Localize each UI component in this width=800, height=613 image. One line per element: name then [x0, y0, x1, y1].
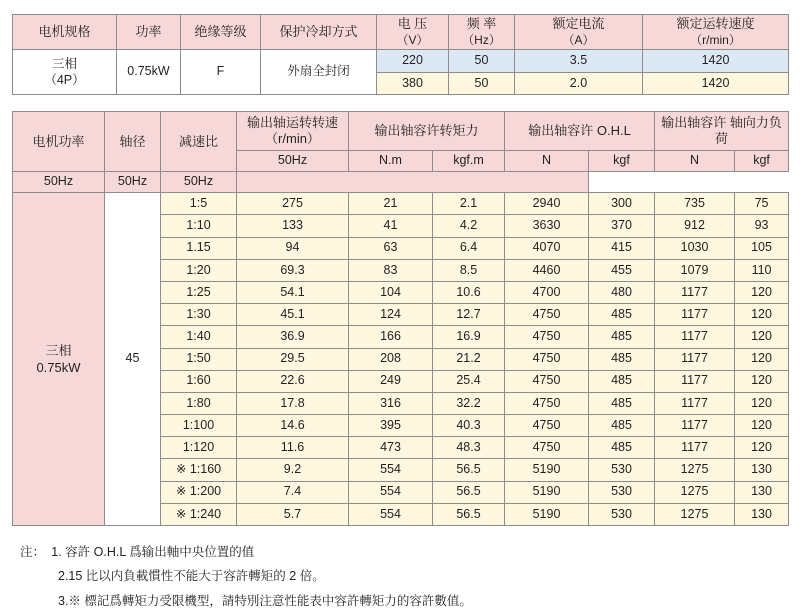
- notes-line-3: [20, 589, 788, 613]
- perf-axial-n: 1030: [655, 237, 735, 259]
- perf-ratio: 1:50: [161, 348, 237, 370]
- spec-table-header-row: [13, 15, 789, 50]
- perf-axial-n: 1275: [655, 503, 735, 525]
- perf-header-ratio: [161, 112, 237, 172]
- spec-header-current-label: 额定电流: [552, 16, 605, 32]
- spec-voltage-value: 220: [377, 50, 449, 73]
- spec-header-voltage: [377, 15, 449, 50]
- perf-ohl-kgf: 485: [589, 304, 655, 326]
- perf-axial-kgf: 130: [735, 459, 789, 481]
- perf-output-speed: 69.3: [237, 259, 349, 281]
- perf-subheader-axial-kgf-unit: kgf: [735, 151, 789, 172]
- perf-axial-kgf: 105: [735, 237, 789, 259]
- spec-speed-value: 1420: [643, 50, 789, 73]
- spec-header-insulation: [181, 15, 261, 50]
- perf-header-axial-label: 输出轴容许: [661, 114, 727, 130]
- spec-header-speed: [643, 15, 789, 50]
- notes-line-1: [20, 540, 788, 564]
- perf-ohl-n: 2940: [505, 193, 589, 215]
- perf-output-speed: 22.6: [237, 370, 349, 392]
- perf-torque-kgfm: 48.3: [433, 437, 505, 459]
- perf-torque-nm: 21: [349, 193, 433, 215]
- perf-header-axial-sub: 轴向力负荷: [715, 114, 782, 147]
- perf-subheader-torque-nm-unit: N.m: [349, 151, 433, 172]
- performance-table: [12, 111, 789, 526]
- perf-subheader-speed-unit: 50Hz: [237, 151, 349, 172]
- perf-ohl-n: 4460: [505, 259, 589, 281]
- perf-header-ohl-label: 输出轴容许: [528, 123, 594, 139]
- spec-frequency-value: 50: [449, 50, 515, 73]
- perf-ohl-n: 4750: [505, 326, 589, 348]
- spec-header-current-unit: （A）: [562, 32, 595, 47]
- spec-header-voltage-unit: （V）: [396, 32, 429, 47]
- spec-header-cooling-label: 保护冷却方式: [279, 23, 358, 39]
- spec-header-speed-label: 额定运转速度: [676, 16, 755, 32]
- perf-ratio: ※ 1:200: [161, 481, 237, 503]
- perf-ratio: 1:5: [161, 193, 237, 215]
- perf-shaft-dia-value: 45: [105, 193, 161, 526]
- perf-ohl-kgf: 300: [589, 193, 655, 215]
- spec-header-power: [117, 15, 181, 50]
- spec-header-speed-unit: （r/min）: [690, 32, 741, 47]
- perf-ratio: 1:30: [161, 304, 237, 326]
- spec-current-value: 2.0: [515, 73, 643, 95]
- perf-torque-kgfm: 40.3: [433, 415, 505, 437]
- perf-torque-kgfm: 56.5: [433, 459, 505, 481]
- spec-header-frequency: [449, 15, 515, 50]
- perf-ratio: 1:120: [161, 437, 237, 459]
- spec-header-voltage-label: 电 压: [397, 16, 428, 32]
- spec-motor-spec-value: [13, 50, 117, 95]
- perf-ohl-n: 4750: [505, 415, 589, 437]
- perf-motor-power-line2: 0.75kW: [36, 360, 81, 376]
- perf-ratio: 1:60: [161, 370, 237, 392]
- perf-freq-nm: 50Hz: [105, 172, 161, 193]
- perf-axial-kgf: 120: [735, 415, 789, 437]
- perf-header-shaft-dia: [105, 112, 161, 172]
- perf-torque-nm: 83: [349, 259, 433, 281]
- spec-cooling-value: 外扇全封闭: [261, 50, 377, 95]
- perf-ohl-n: 4070: [505, 237, 589, 259]
- perf-ohl-kgf: 485: [589, 326, 655, 348]
- perf-output-speed: 17.8: [237, 392, 349, 414]
- perf-axial-n: 1177: [655, 392, 735, 414]
- spec-header-cooling: [261, 15, 377, 50]
- perf-axial-n: 1275: [655, 459, 735, 481]
- perf-axial-kgf: 93: [735, 215, 789, 237]
- notes-text-2: 2.15 比以内負載慣性不能大于容許轉矩的 2 倍。: [58, 569, 325, 584]
- perf-ohl-n: 3630: [505, 215, 589, 237]
- spec-motor-spec-line2: （4P）: [44, 73, 85, 88]
- spec-frequency-value: 50: [449, 73, 515, 95]
- perf-ohl-kgf: 485: [589, 392, 655, 414]
- perf-ohl-n: 4750: [505, 370, 589, 392]
- perf-output-speed: 36.9: [237, 326, 349, 348]
- perf-ohl-n: 5190: [505, 481, 589, 503]
- perf-torque-kgfm: 6.4: [433, 237, 505, 259]
- perf-torque-nm: 166: [349, 326, 433, 348]
- perf-ohl-kgf: 485: [589, 437, 655, 459]
- perf-torque-nm: 104: [349, 281, 433, 303]
- perf-freq-spacer: [237, 172, 589, 193]
- perf-torque-nm: 554: [349, 459, 433, 481]
- spec-insulation-value: F: [181, 50, 261, 95]
- perf-header-output-speed-unit: （r/min）: [265, 131, 320, 147]
- spec-header-motor-spec-label: 电机规格: [38, 23, 91, 39]
- perf-subheader-ohl-n-unit: N: [505, 151, 589, 172]
- perf-output-speed: 133: [237, 215, 349, 237]
- perf-header-ohl: [505, 112, 655, 151]
- spec-header-power-label: 功率: [135, 23, 162, 39]
- perf-header-row-top: [13, 112, 789, 151]
- perf-torque-nm: 473: [349, 437, 433, 459]
- perf-subheader-torque-kgfm-unit: kgf.m: [433, 151, 505, 172]
- perf-axial-kgf: 130: [735, 503, 789, 525]
- perf-motor-power-line1: 三相: [45, 342, 72, 358]
- spec-header-insulation-label: 绝缘等级: [194, 23, 247, 39]
- perf-axial-n: 1177: [655, 415, 735, 437]
- spec-power-value: 0.75kW: [117, 50, 181, 95]
- spec-motor-spec-line1: 三相: [51, 56, 77, 71]
- perf-header-ohl-sub: O.H.L: [596, 123, 631, 139]
- spec-current-value: 3.5: [515, 50, 643, 73]
- perf-torque-kgfm: 25.4: [433, 370, 505, 392]
- perf-header-ratio-label: 减速比: [178, 133, 218, 149]
- perf-axial-n: 1177: [655, 348, 735, 370]
- perf-ratio: 1.15: [161, 237, 237, 259]
- perf-output-speed: 275: [237, 193, 349, 215]
- perf-axial-n: 1177: [655, 326, 735, 348]
- perf-axial-kgf: 120: [735, 437, 789, 459]
- perf-ohl-n: 4750: [505, 304, 589, 326]
- perf-axial-n: 1177: [655, 281, 735, 303]
- perf-torque-kgfm: 56.5: [433, 503, 505, 525]
- perf-torque-kgfm: 21.2: [433, 348, 505, 370]
- perf-motor-power-value: [13, 193, 105, 526]
- perf-axial-n: 1177: [655, 437, 735, 459]
- notes-text-1: 1. 容許 O.H.L 爲输出軸中央位置的值: [51, 545, 255, 559]
- perf-ratio: 1:25: [161, 281, 237, 303]
- perf-ratio: 1:10: [161, 215, 237, 237]
- perf-axial-kgf: 120: [735, 392, 789, 414]
- spec-voltage-value: 380: [377, 73, 449, 95]
- perf-output-speed: 9.2: [237, 459, 349, 481]
- perf-torque-kgfm: 32.2: [433, 392, 505, 414]
- notes-label: 注：: [20, 545, 39, 559]
- perf-ohl-kgf: 530: [589, 459, 655, 481]
- perf-axial-n: 1079: [655, 259, 735, 281]
- perf-header-output-speed: [237, 112, 349, 151]
- perf-torque-nm: 208: [349, 348, 433, 370]
- perf-axial-n: 1275: [655, 481, 735, 503]
- perf-axial-n: 1177: [655, 304, 735, 326]
- perf-ohl-n: 5190: [505, 459, 589, 481]
- perf-torque-nm: 63: [349, 237, 433, 259]
- perf-torque-kgfm: 2.1: [433, 193, 505, 215]
- perf-axial-kgf: 120: [735, 370, 789, 392]
- perf-output-speed: 7.4: [237, 481, 349, 503]
- perf-header-output-speed-label: 输出轴运转转速: [246, 114, 338, 130]
- spec-header-frequency-label: 频 率: [466, 16, 497, 32]
- perf-ohl-kgf: 415: [589, 237, 655, 259]
- perf-ohl-n: 4700: [505, 281, 589, 303]
- perf-ohl-kgf: 480: [589, 281, 655, 303]
- perf-ohl-kgf: 370: [589, 215, 655, 237]
- perf-axial-n: 735: [655, 193, 735, 215]
- perf-axial-kgf: 110: [735, 259, 789, 281]
- perf-ohl-n: 5190: [505, 503, 589, 525]
- perf-torque-kgfm: 10.6: [433, 281, 505, 303]
- perf-ratio: 1:80: [161, 392, 237, 414]
- perf-axial-kgf: 120: [735, 304, 789, 326]
- perf-axial-kgf: 120: [735, 281, 789, 303]
- perf-torque-kgfm: 12.7: [433, 304, 505, 326]
- table-row: [13, 50, 789, 73]
- perf-axial-n: 912: [655, 215, 735, 237]
- spec-header-current: [515, 15, 643, 50]
- spec-speed-value: 1420: [643, 73, 789, 95]
- spec-header-motor-spec: [13, 15, 117, 50]
- perf-ratio: 1:20: [161, 259, 237, 281]
- perf-ratio: 1:100: [161, 415, 237, 437]
- perf-ohl-kgf: 455: [589, 259, 655, 281]
- perf-output-speed: 11.6: [237, 437, 349, 459]
- perf-torque-kgfm: 56.5: [433, 481, 505, 503]
- perf-torque-kgfm: 8.5: [433, 259, 505, 281]
- perf-ratio: 1:40: [161, 326, 237, 348]
- perf-ohl-kgf: 485: [589, 370, 655, 392]
- perf-ohl-kgf: 530: [589, 481, 655, 503]
- perf-torque-nm: 554: [349, 481, 433, 503]
- perf-ohl-kgf: 485: [589, 348, 655, 370]
- perf-ratio: ※ 1:240: [161, 503, 237, 525]
- perf-header-shaft-dia-label: 轴径: [119, 133, 146, 149]
- perf-ohl-kgf: 530: [589, 503, 655, 525]
- perf-subheader-ohl-kgf-unit: kgf: [589, 151, 655, 172]
- perf-torque-nm: 554: [349, 503, 433, 525]
- spec-header-frequency-unit: （Hz）: [462, 32, 501, 47]
- perf-header-row-freq: [13, 172, 789, 193]
- perf-ohl-n: 4750: [505, 392, 589, 414]
- perf-axial-kgf: 120: [735, 348, 789, 370]
- perf-freq-speed: 50Hz: [13, 172, 105, 193]
- perf-output-speed: 5.7: [237, 503, 349, 525]
- perf-output-speed: 54.1: [237, 281, 349, 303]
- spec-table: [12, 14, 789, 95]
- perf-output-speed: 14.6: [237, 415, 349, 437]
- perf-header-motor-power: [13, 112, 105, 172]
- perf-ratio: ※ 1:160: [161, 459, 237, 481]
- perf-torque-kgfm: 16.9: [433, 326, 505, 348]
- perf-header-axial: [655, 112, 789, 151]
- perf-torque-nm: 41: [349, 215, 433, 237]
- perf-torque-nm: 316: [349, 392, 433, 414]
- perf-subheader-axial-n-unit: N: [655, 151, 735, 172]
- perf-axial-n: 1177: [655, 370, 735, 392]
- perf-torque-kgfm: 4.2: [433, 215, 505, 237]
- perf-freq-kgfm: 50Hz: [161, 172, 237, 193]
- perf-header-motor-power-label: 电机功率: [32, 133, 85, 149]
- perf-ohl-n: 4750: [505, 348, 589, 370]
- perf-torque-nm: 249: [349, 370, 433, 392]
- notes-block: [12, 540, 788, 613]
- perf-output-speed: 45.1: [237, 304, 349, 326]
- perf-header-output-torque-label: 输出轴容许转矩力: [374, 123, 479, 139]
- notes-line-2: [20, 564, 788, 588]
- notes-text-3: 3.※ 標記爲轉矩力受限機型，請特別注意性能表中容許轉矩力的容許數值。: [58, 593, 472, 608]
- perf-ohl-kgf: 485: [589, 415, 655, 437]
- perf-axial-kgf: 130: [735, 481, 789, 503]
- perf-output-speed: 94: [237, 237, 349, 259]
- perf-torque-nm: 124: [349, 304, 433, 326]
- perf-torque-nm: 395: [349, 415, 433, 437]
- perf-header-output-torque: [349, 112, 505, 151]
- perf-output-speed: 29.5: [237, 348, 349, 370]
- perf-axial-kgf: 75: [735, 193, 789, 215]
- perf-ohl-n: 4750: [505, 437, 589, 459]
- table-row: [13, 193, 789, 215]
- perf-axial-kgf: 120: [735, 326, 789, 348]
